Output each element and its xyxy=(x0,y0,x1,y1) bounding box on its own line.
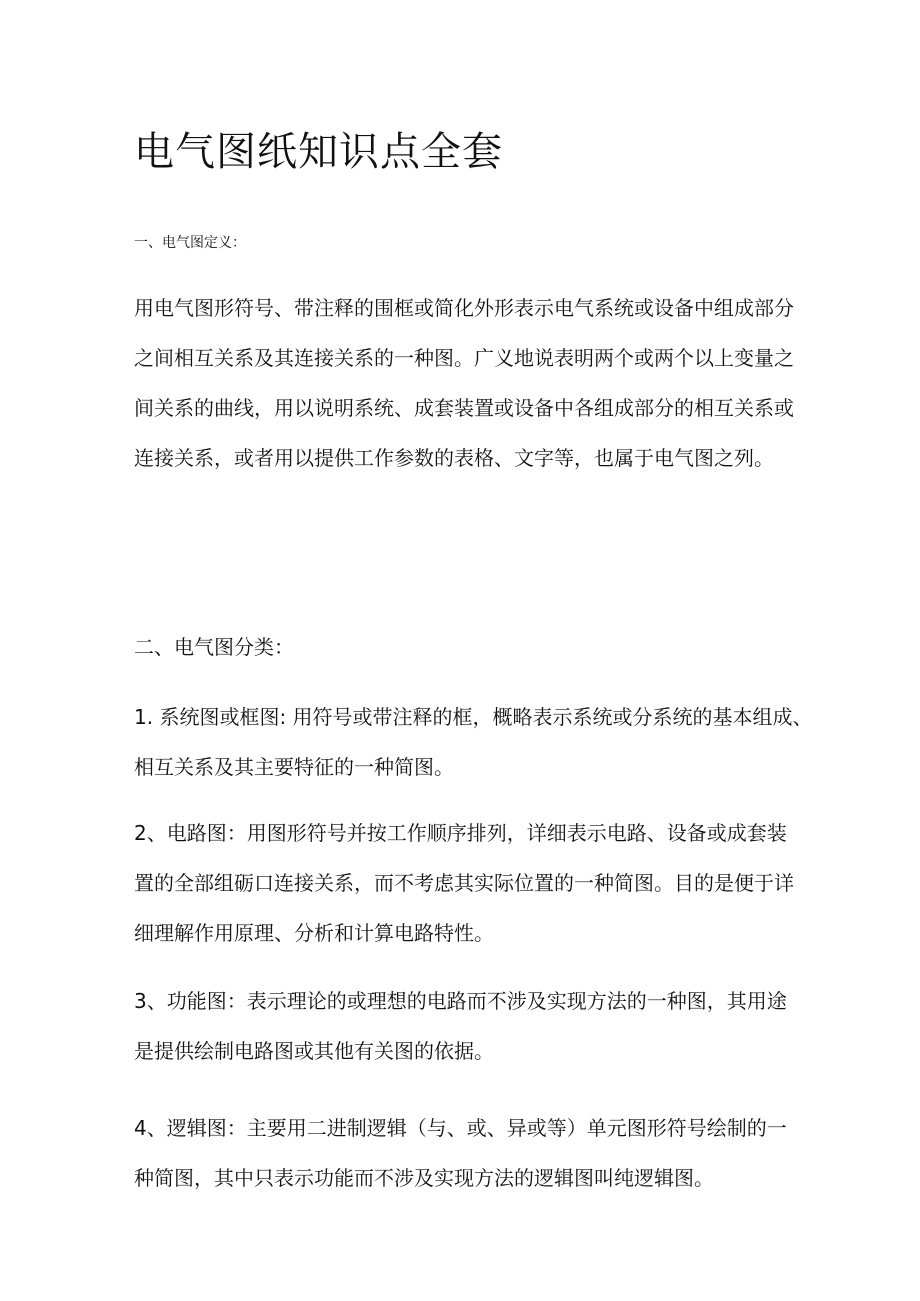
paragraph-line: 种简图，其中只表示功能而不涉及实现方法的逻辑图叫纯逻辑图。 xyxy=(134,1166,714,1190)
section2-heading: 二、电气图分类： xyxy=(134,635,294,659)
paragraph-line: 1. 系统图或框图: 用符号或带注释的框，概略表示系统或分系统的基本组成、 xyxy=(134,705,813,729)
classification-item-2 xyxy=(134,808,794,958)
paragraph-line: 细理解作用原理、分析和计算电路特性。 xyxy=(134,921,494,945)
paragraph-line: 之间相互关系及其连接关系的一种图。广义地说表明两个或两个以上变量之 xyxy=(134,346,794,370)
paragraph-line: 连接关系，或者用以提供工作参数的表格、文字等，也属于电气图之列。 xyxy=(134,446,774,470)
paragraph-line: 3、功能图：表示理论的或理想的电路而不涉及实现方法的一种图，其用途 xyxy=(134,989,787,1013)
document-title: 电气图纸知识点全套 xyxy=(134,129,503,175)
paragraph-line: 置的全部组砺口连接关系，而不考虑其实际位置的一种简图。目的是便于详 xyxy=(134,871,794,895)
classification-item-1 xyxy=(134,692,813,792)
paragraph-line: 间关系的曲线，用以说明系统、成套装置或设备中各组成部分的相互关系或 xyxy=(134,396,794,420)
paragraph-line: 用电气图形符号、带注释的围框或简化外形表示电气系统或设备中组成部分 xyxy=(134,296,794,320)
section1-heading: 一、电气图定义： xyxy=(134,235,246,251)
paragraph-line: 相互关系及其主要特征的一种简图。 xyxy=(134,755,454,779)
paragraph-line: 4、逻辑图：主要用二进制逻辑（与、或、异或等）单元图形符号绘制的一 xyxy=(134,1116,787,1140)
section1-paragraph xyxy=(134,283,794,483)
paragraph-line: 2、电路图：用图形符号并按工作顺序排列，详细表示电路、设备或成套装 xyxy=(134,821,787,845)
paragraph-line: 是提供绘制电路图或其他有关图的依据。 xyxy=(134,1039,494,1063)
classification-item-4 xyxy=(134,1103,794,1203)
classification-item-3 xyxy=(134,976,794,1076)
